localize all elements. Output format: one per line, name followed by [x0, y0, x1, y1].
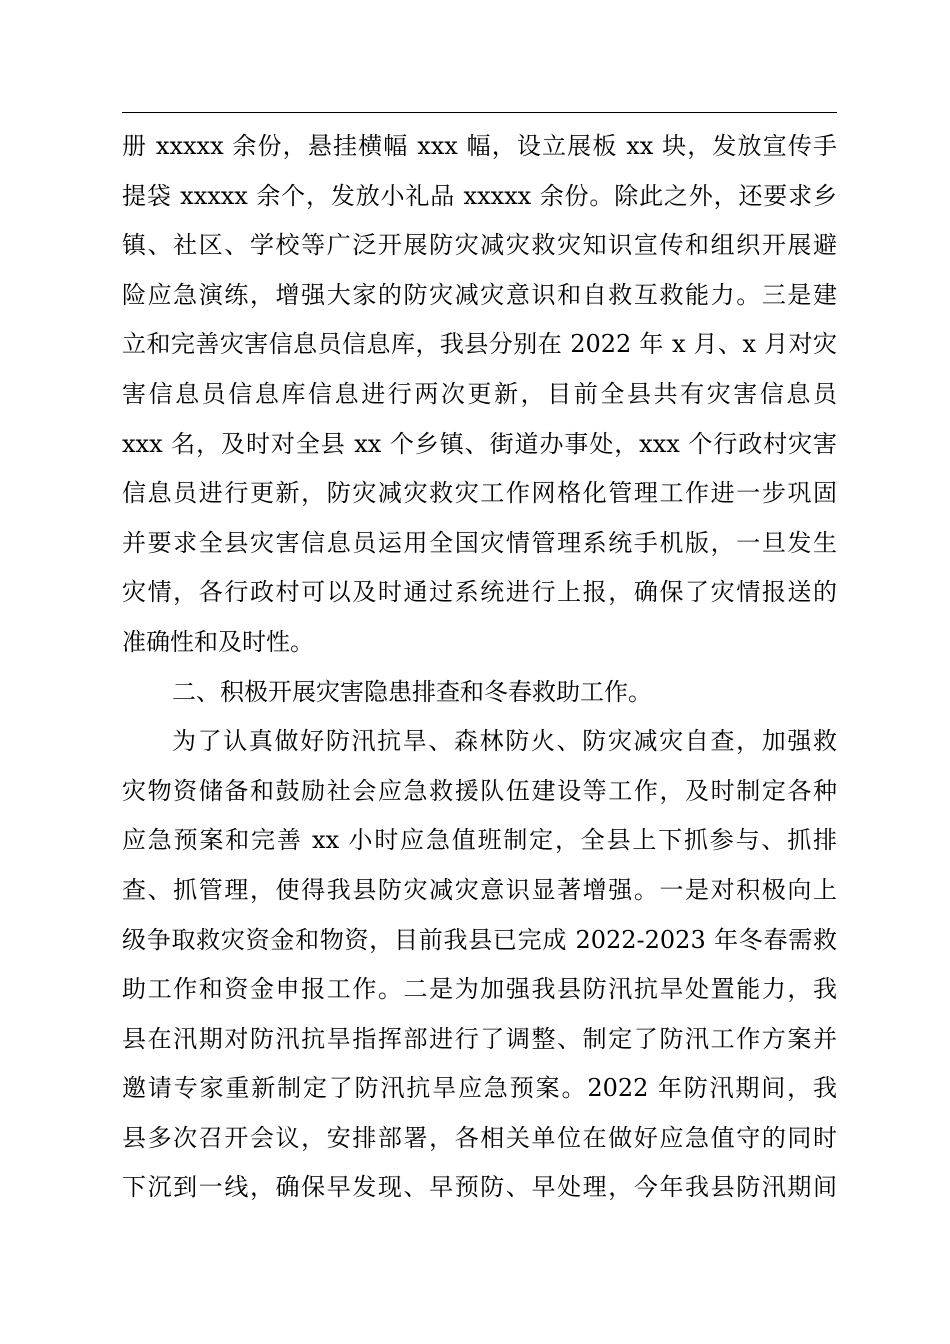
text-line: 为了认真做好防汛抗旱、森林防火、防灾减灾自查，加强救: [172, 727, 837, 756]
text-line: 级争取救灾资金和物资，目前我县已完成 2022-2023 年冬春需救: [122, 925, 837, 954]
text-line: 邀请专家重新制定了防汛抗旱应急预案。2022 年防汛期间，我: [122, 1074, 837, 1103]
text-line: 并要求全县灾害信息员运用全国灾情管理系统手机版，一旦发生: [122, 528, 837, 557]
text-line: 下沉到一线，确保早发现、早预防、早处理，今年我县防汛期间: [122, 1173, 837, 1202]
text-line: 害信息员信息库信息进行两次更新，目前全县共有灾害信息员: [122, 379, 837, 408]
text-line: 险应急演练，增强大家的防灾减灾意识和自救互救能力。三是建: [122, 280, 837, 309]
text-line: 查、抓管理，使得我县防灾减灾意识显著增强。一是对积极向上: [122, 875, 837, 904]
text-line: xxx 名，及时对全县 xx 个乡镇、街道办事处，xxx 个行政村灾害: [122, 429, 837, 458]
text-line: 灾物资储备和鼓励社会应急救援队伍建设等工作，及时制定各种: [122, 776, 837, 805]
text-line: 助工作和资金申报工作。二是为加强我县防汛抗旱处置能力，我: [122, 975, 837, 1004]
text-line: 应急预案和完善 xx 小时应急值班制定，全县上下抓参与、抓排: [122, 826, 837, 855]
text-line: 县在汛期对防汛抗旱指挥部进行了调整、制定了防汛工作方案并: [122, 1024, 837, 1053]
text-line: 立和完善灾害信息员信息库，我县分别在 2022 年 x 月、x 月对灾: [122, 330, 837, 359]
paragraph-2: [122, 717, 837, 1213]
text-line: 册 xxxxx 余份，悬挂横幅 xxx 幅，设立展板 xx 块，发放宣传手: [122, 132, 837, 160]
text-line: 提袋 xxxxx 余个，发放小礼品 xxxxx 余份。除此之外，还要求乡: [122, 181, 837, 210]
text-line: 灾情，各行政村可以及时通过系统进行上报，确保了灾情报送的: [122, 578, 837, 607]
text-line: 镇、社区、学校等广泛开展防灾减灾救灾知识宣传和组织开展避: [122, 231, 837, 260]
paragraph-1: [122, 122, 837, 668]
text-line: 县多次召开会议，安排部署，各相关单位在做好应急值守的同时: [122, 1123, 837, 1152]
header-rule: [122, 112, 837, 113]
text-line: 信息员进行更新，防灾减灾救灾工作网格化管理工作进一步巩固: [122, 479, 837, 508]
document-body: [122, 122, 837, 1213]
section-heading: 二、积极开展灾害隐患排查和冬春救助工作。: [172, 677, 652, 706]
text-line: 准确性和及时性。: [122, 627, 314, 656]
